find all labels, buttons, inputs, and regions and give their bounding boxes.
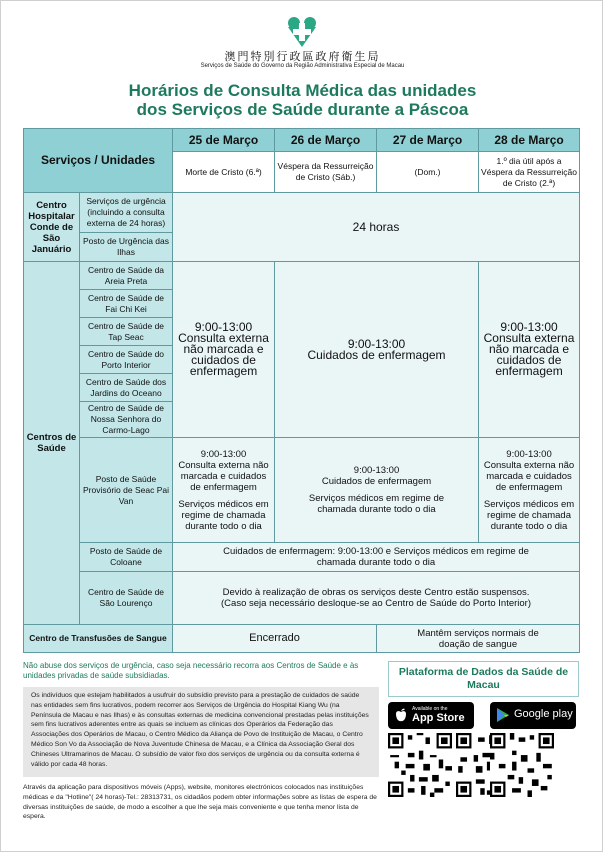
sao-lourenco-line-1: Devido à realização de obras os serviços deste Centro estão suspensos. (222, 587, 530, 598)
org-name-cn: 澳門特別行政區政府衛生局 (224, 50, 381, 63)
apple-icon (394, 707, 408, 723)
qr-code-app-store (388, 733, 452, 797)
date-desc-3: (Dom.) (377, 152, 479, 193)
date-header-4: 28 de Março (479, 129, 580, 152)
platform-title: Plataforma de Dados da Saúde de Macau (388, 661, 579, 697)
waiting-list-info: Através da aplicação para dispositivos móveis (Apps), website, monitores electrónicos colocados nas instituições médicas e da "Hotline"( 24 horas)-Tel.: 28313731, os cidadãos podem obter informações sobre as listas de espera de diversas instituições de saúde, de modo a escolher a que lhe seja mais conveniente e que tenha menor lista de espera. (23, 784, 377, 821)
centros-name: Centros de Saúde (24, 262, 80, 625)
spv-mid-note: Serviços médicos em regime de chamada durante todo o dia (308, 493, 445, 515)
group-a-day4 (479, 262, 580, 438)
transfusoes-closed: Encerrado (173, 625, 377, 653)
group-a-day4-hours: 9:00-13:00 (500, 320, 558, 334)
spv-day4-note: Serviços médicos em regime de chamada durante todo o dia (483, 498, 575, 532)
date-header-1: 25 de Março (173, 129, 275, 152)
date-header-3: 27 de Março (377, 129, 479, 152)
unit-areia-preta: Centro de Saúde da Areia Preta (80, 262, 173, 290)
app-store-small-label: Available on the (412, 706, 448, 712)
date-desc-2: Véspera da Ressurreição de Cristo (Sáb.) (275, 152, 377, 193)
spv-day1-hours: 9:00-13:00 (200, 448, 247, 460)
google-play-icon (496, 707, 510, 723)
unit-sao-lourenco: Centro de Saúde de São Lourenço (80, 572, 173, 625)
group-a-day4-text: Consulta externa não marcada e cuidados de enfermagem (483, 331, 575, 378)
unit-carmo-lago: Centro de Saúde de Nossa Senhora do Carmo-Lago (80, 402, 173, 438)
title-line-2: dos Serviços de Saúde durante a Páscoa (136, 100, 469, 119)
group-a-mid (275, 262, 479, 438)
app-store-label: App Store (412, 712, 465, 724)
schedule-table (23, 128, 580, 653)
unit-urgencia: Serviços de urgência (incluindo a consulta externa de 24 horas) (80, 193, 173, 233)
spv-day1-text: Consulta externa não marcada e cuidados de enfermagem (178, 459, 269, 493)
unit-jardins-oceano: Centro de Saúde dos Jardins do Oceano (80, 374, 173, 402)
spv-mid-hours: 9:00-13:00 (353, 465, 400, 476)
title-line-1: Horários de Consulta Médica das unidades (128, 81, 477, 100)
sao-lourenco-line-2: (Caso seja necessário desloque-se ao Centro de Saúde do Porto Interior) (221, 598, 531, 609)
page-title (1, 81, 603, 119)
unit-transfusoes: Centro de Transfusões de Sangue (24, 625, 173, 653)
qr-code-google-play (490, 733, 554, 797)
unit-porto-interior: Centro de Saúde do Porto Interior (80, 346, 173, 374)
app-store-badge[interactable] (388, 702, 474, 729)
health-cross-logo-icon (285, 15, 319, 49)
group-a-mid-hours: 9:00-13:00 (347, 336, 406, 351)
group-a-day1 (173, 262, 275, 438)
date-desc-1: Morte de Cristo (6.ª) (173, 152, 275, 193)
hospital-hours: 24 horas (173, 193, 580, 262)
spv-day4 (479, 438, 580, 543)
spv-day1 (173, 438, 275, 543)
unit-seac-pai-van: Posto de Saúde Provisório de Seac Pai Van (80, 438, 173, 543)
spv-day4-text: Consulta externa não marcada e cuidados de enfermagem (483, 459, 575, 493)
unit-tap-seac: Centro de Saúde de Tap Seac (80, 318, 173, 346)
google-play-label: Google play (514, 708, 573, 720)
group-a-day1-hours: 9:00-13:00 (194, 320, 253, 334)
spv-mid-text: Cuidados de enfermagem (321, 476, 432, 487)
spv-day4-hours: 9:00-13:00 (506, 448, 552, 460)
unit-coloane: Posto de Saúde de Coloane (80, 543, 173, 572)
units-header: Serviços / Unidades (24, 129, 173, 193)
spv-mid (275, 438, 479, 543)
hospital-name: Centro Hospitalar Conde de São Januário (24, 193, 80, 262)
org-name-pt: Serviços de Saúde do Governo da Região Administrativa Especial de Macau (200, 63, 405, 69)
transfusoes-open: Mantêm serviços normais de doação de sangue (377, 625, 580, 653)
subsidy-info-box: Os indivíduos que estejam habilitados a usufruir do subsídio previsto para a prestação de cuidados de saúde nas entidades sem fins lucrativos, podem recorrer aos Serviços de Urgência do Hospital Kiang Wu (na Península de Macau e nas Ilhas) e às consultas externas de medicina convencional prestadas pelas instituições sem fins lucrativos aderentes entre as quais se incluem as clínicas dos Operários da Federação das Associações dos Operários de Macau, o Centro Médico da Aliança de Povo de Instituição de Macau, o Centro Médico Son Vo da Associação de Nova Juventude Chinesa de Macau, e a Clínica da Associação Geral dos Chineses Ultramarinos de Macau. O subsídio de valor fixo dos serviços de urgência ou da consulta externa é válido por cada 48 horas. (23, 687, 379, 777)
group-a-mid-text: Cuidados de enfermagem (307, 347, 446, 362)
coloane-hours: Cuidados de enfermagem: 9:00-13:00 e Serviços médicos em regime de chamada durante todo o dia (173, 543, 580, 572)
spv-day1-note: Serviços médicos em regime de chamada durante todo o dia (178, 498, 269, 532)
google-play-badge[interactable] (490, 702, 576, 729)
date-header-2: 26 de Março (275, 129, 377, 152)
date-desc-4: 1.º dia útil após a Véspera da Ressurreição de Cristo (2.ª) (479, 152, 580, 193)
sao-lourenco-status (173, 572, 580, 625)
group-a-day1-text: Consulta externa não marcada e cuidados de enfermagem (178, 331, 269, 378)
urgency-advice: Não abuse dos serviços de urgência, caso seja necessário recorra aos Centros de Saúde e às unidades privadas de saúde subsidiadas. (23, 661, 359, 680)
unit-posto-ilhas: Posto de Urgência das Ilhas (80, 233, 173, 262)
unit-fai-chi-kei: Centro de Saúde de Fai Chi Kei (80, 290, 173, 318)
